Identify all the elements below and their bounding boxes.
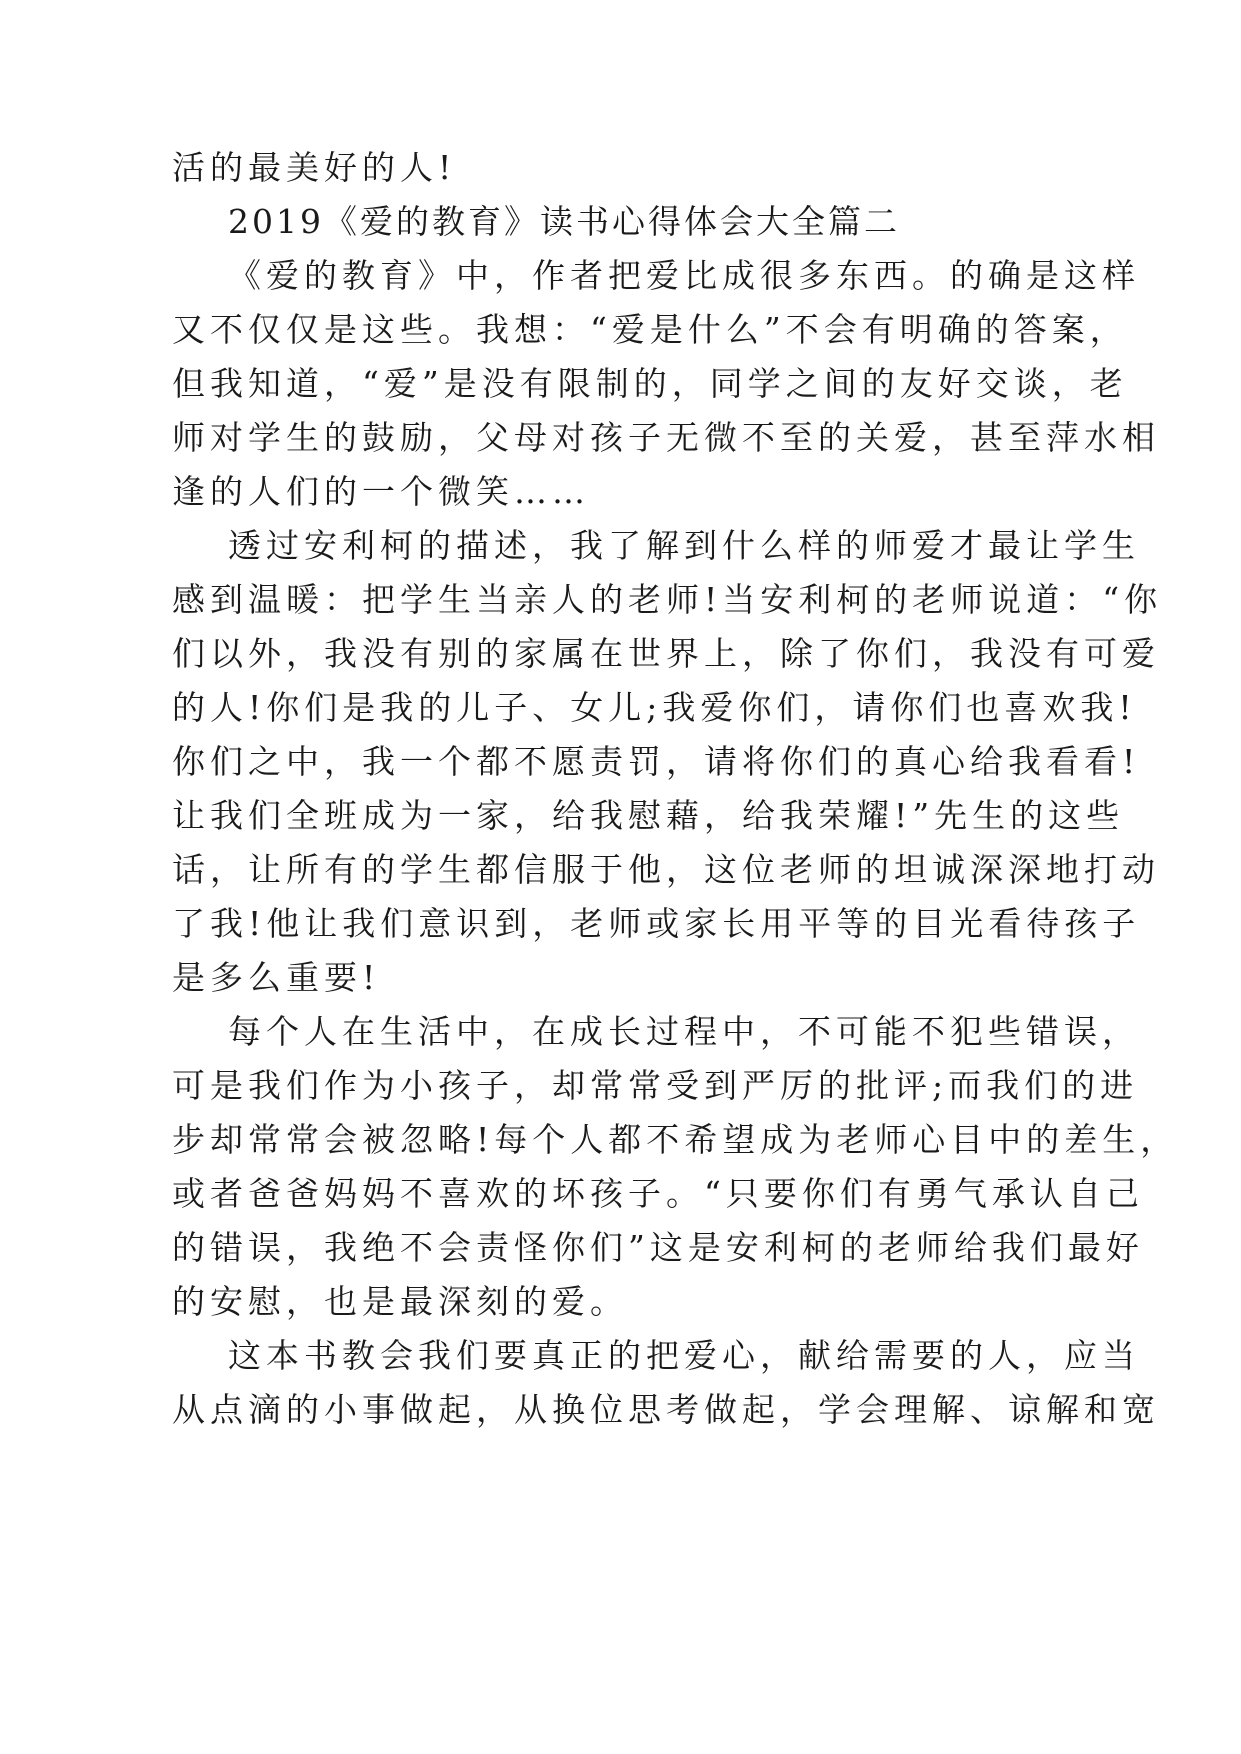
- text-line: 们以外，我没有别的家属在世界上，除了你们，我没有可爱: [172, 634, 1160, 673]
- text-line: 的安慰，也是最深刻的爱。: [172, 1282, 628, 1321]
- text-line: 从点滴的小事做起，从换位思考做起，学会理解、谅解和宽: [172, 1390, 1160, 1429]
- text-line: 每个人在生活中，在成长过程中，不可能不犯些错误，: [228, 1012, 1140, 1051]
- text-line: 这本书教会我们要真正的把爱心，献给需要的人，应当: [228, 1336, 1140, 1375]
- text-line: 的错误，我绝不会责怪你们”这是安利柯的老师给我们最好: [172, 1228, 1144, 1267]
- text-line: 逢的人们的一个微笑……: [172, 472, 590, 511]
- text-line: 步却常常会被忽略!每个人都不希望成为老师心目中的差生，: [172, 1120, 1179, 1159]
- text-line: 师对学生的鼓励，父母对孩子无微不至的关爱，甚至萍水相: [172, 418, 1160, 457]
- section-heading: 2019《爱的教育》读书心得体会大全篇二: [228, 202, 900, 241]
- text-line: 又不仅仅是这些。我想：“爱是什么”不会有明确的答案，: [172, 310, 1128, 349]
- text-line: 话，让所有的学生都信服于他，这位老师的坦诚深深地打动: [172, 850, 1160, 889]
- text-line: 让我们全班成为一家，给我慰藉，给我荣耀!”先生的这些: [172, 796, 1125, 835]
- text-line: 《爱的教育》中，作者把爱比成很多东西。的确是这样: [228, 256, 1140, 295]
- text-line: 感到温暖：把学生当亲人的老师!当安利柯的老师说道：“你: [172, 580, 1163, 619]
- text-line: 了我!他让我们意识到，老师或家长用平等的目光看待孩子: [172, 904, 1141, 943]
- text-line: 透过安利柯的描述，我了解到什么样的师爱才最让学生: [228, 526, 1140, 565]
- text-line: 活的最美好的人!: [172, 148, 457, 187]
- text-line: 是多么重要!: [172, 958, 381, 997]
- text-line: 或者爸爸妈妈不喜欢的坏孩子。“只要你们有勇气承认自己: [172, 1174, 1144, 1213]
- text-line: 的人!你们是我的儿子、女儿;我爱你们，请你们也喜欢我!: [172, 688, 1137, 727]
- text-line: 但我知道，“爱”是没有限制的，同学之间的友好交谈，老: [172, 364, 1128, 403]
- text-line: 你们之中，我一个都不愿责罚，请将你们的真心给我看看!: [172, 742, 1141, 781]
- text-line: 可是我们作为小孩子，却常常受到严厉的批评;而我们的进: [172, 1066, 1139, 1105]
